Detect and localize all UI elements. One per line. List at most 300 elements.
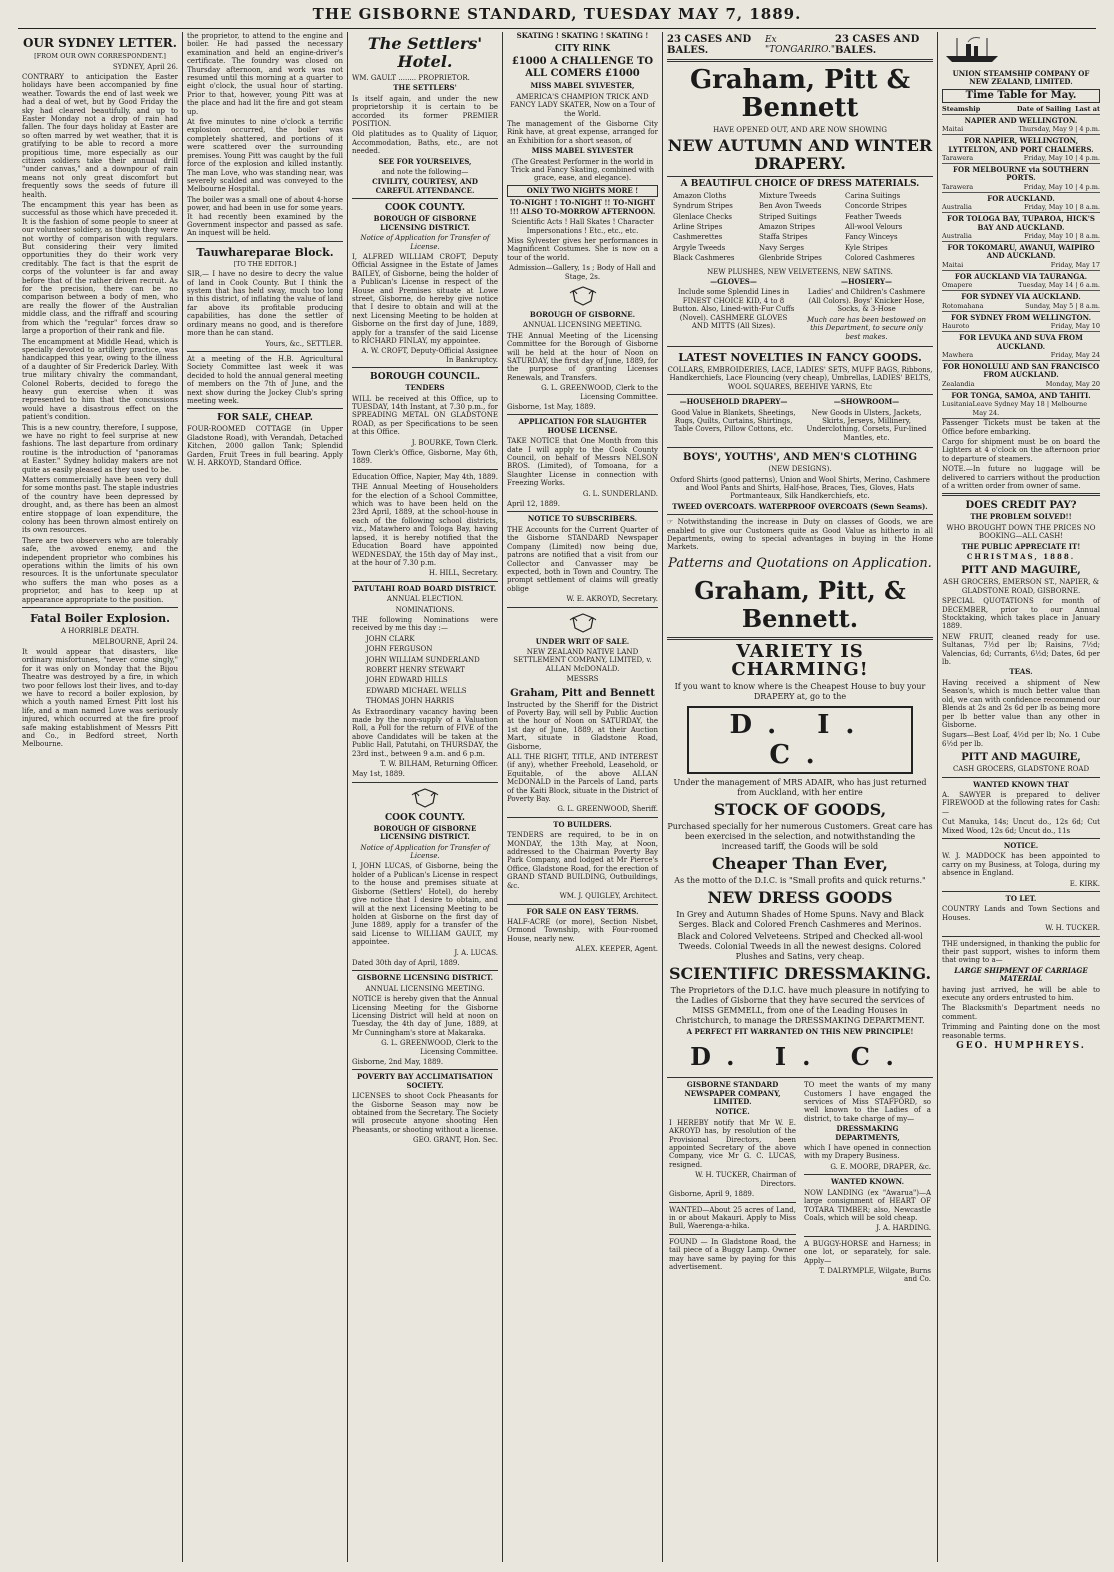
firm-title-2: Graham, Pitt, & Bennett.	[694, 575, 906, 633]
writ-text: ALL THE RIGHT, TITLE, AND INTEREST (if any), whether Freehold, Leasehold, or Equitable, of the above ALLAN McDONALD in the Parcels of Land, parts of the Kaiti Block, situate in the District of Poverty Bay.	[507, 753, 658, 804]
divider	[352, 581, 498, 582]
settlers-hotel-title: The Settlers' Hotel.	[367, 34, 483, 71]
carriage-text: having just arrived, he will be able to execute any orders entrusted to him.	[942, 985, 1100, 1003]
cook-county-2-subtitle: BOROUGH OF GISBORNE LICENSING DISTRICT.	[373, 823, 477, 842]
page-columns	[18, 32, 1104, 1562]
cook-county-signature: A. W. CROFT, Deputy-Official Assignee In Bankruptcy.	[361, 347, 498, 364]
firewood-prices: Cut Manuka, 14s; Uncut do., 12s 6d; Cut Mixed Wood, 12s 6d; Uncut do., 11s	[942, 818, 1100, 835]
divider	[352, 970, 498, 971]
cook-county-notice: Notice of Application for Transfer of License.	[360, 234, 490, 251]
sydney-letter-paragraph: The encampment this year has been as successful as those which have preceded it. It is the fashion of some people to sneer at our volunteer soldiery, as though they were not worthy of comparison with regulars. But considering their very limited opportunities they do their work very creditably. The fact is that the esprit de corps of the volunteer is far and away before that of the rather driven recruit. As for the precision, there can be no comparison between a body of men, who are really the flower of the Australian middle class, and the riffraff and scouring from which the "regular" forces draw so large a proportion of their rank and file.	[22, 201, 178, 336]
route-destination: FOR SYDNEY FROM WELLINGTON.	[950, 312, 1092, 322]
household-showroom	[671, 398, 929, 444]
route-row	[942, 380, 1100, 390]
sawyer-text: A. SAWYER is prepared to deliver FIREWOOD at the following rates for Cash:—	[942, 790, 1100, 816]
route-ship: Omapere	[942, 281, 973, 290]
fabric-item: Concorde Stripes	[845, 202, 907, 211]
skater-name: MISS MABEL SYLVESTER,	[530, 81, 635, 91]
coat-of-arms-icon	[568, 612, 598, 634]
problem-solved: THE PROBLEM SOLVED!!	[970, 512, 1072, 522]
route-ship: Maitai	[942, 260, 964, 269]
fabric-item: Glenlace Checks	[673, 212, 732, 221]
column-1	[18, 32, 183, 1562]
tauwhareparae-subtitle: [TO THE EDITOR.]	[233, 259, 297, 268]
agricultural-society-note: At a meeting of the H.B. Agricultural Society Committee last week it was decided to hold the annual general meeting of members on the 7th of June, and the next show during the Jockey Club's spring meeting week.	[187, 354, 343, 405]
route-destination: FOR LEVUKA AND SUVA FROM AUCKLAND.	[959, 333, 1083, 351]
patutahi-nominee: JOHN WILLIAM SUNDERLAND	[366, 655, 480, 664]
sydney-letter-dateline: SYDNEY, April 26.	[112, 62, 178, 71]
fabric-item: Feather Tweeds	[845, 212, 902, 221]
patutahi-subtitle: ANNUAL ELECTION.	[386, 595, 464, 604]
divider	[942, 838, 1100, 839]
gloves-hosiery	[671, 278, 929, 343]
plushes-line: NEW PLUSHES, NEW VELVETEENS, NEW SATINS.	[707, 267, 893, 276]
route-date: Thursday, May 9 | 4 p.m.	[1018, 125, 1100, 134]
showroom-text: New Goods in Ulsters, Jackets, Skirts, Jerseys, Millinery, Underclothing, Corsets, Fur-lined Mantles, etc.	[806, 408, 927, 442]
divider	[507, 511, 658, 512]
schedule-header	[942, 105, 1100, 115]
route-ship: Rotomahana	[942, 301, 984, 310]
licensing-district-title: GISBORNE LICENSING DISTRICT.	[356, 973, 494, 983]
route-destination: FOR TOLOGA BAY, TUPAROA, HICK'S BAY AND AUCKLAND.	[947, 214, 1095, 232]
bottom-notices	[669, 1081, 931, 1286]
divider	[942, 936, 1100, 937]
settlers-hotel-see: SEE FOR YOURSELVES,	[378, 156, 472, 166]
licensing-district-date: Gisborne, 2nd May, 1889.	[352, 1058, 444, 1066]
fabric-item: Mixture Tweeds	[759, 191, 817, 200]
patutahi-text: THE following Nominations were received by me this day :—	[352, 615, 498, 633]
boiler-continued: At five minutes to nine o'clock a terrific explosion occurred, the boiler was completely shattered, and portions of it were scattered over the surrounding premises. Young Pitt was caught by the full force of the explosion and killed instantly. The man Love, who was standing near, was severely scalded and was conveyed to the Melbourne Hospital.	[187, 118, 343, 194]
found-notice: FOUND — In Gladstone Road, the tail piece of a Buggy Lamp. Owner may have same by paying for this advertisement.	[669, 1237, 796, 1271]
fabric-item: Syndrum Stripes	[673, 202, 733, 211]
licensing-district-subtitle: ANNUAL LICENSING MEETING.	[365, 984, 485, 993]
divider	[667, 176, 933, 177]
easy-terms-text: HALF-ACRE (or more), Section Nisbet, Ormond Township, with Four-roomed House, nearly new.	[507, 917, 658, 943]
tauwhareparae-signature: Yours, &c., SETTLER.	[265, 339, 343, 348]
divider	[667, 59, 933, 62]
route-row	[942, 183, 1100, 193]
subscribers-title: NOTICE TO SUBSCRIBERS.	[527, 514, 638, 524]
divider	[667, 394, 933, 395]
patutahi-nominee: EDWARD MICHAEL WELLS	[366, 686, 467, 695]
carriage-intro: THE undersigned, in thanking the public for their past support, wishes to inform them that owing to a—	[942, 939, 1100, 965]
boiler-subtitle: A HORRIBLE DEATH.	[61, 627, 139, 636]
stock-of-goods: STOCK OF GOODS,	[713, 799, 887, 819]
notice-heading: NOTICE.	[1003, 840, 1039, 850]
settlers-hotel-subtitle: THE SETTLERS'	[393, 83, 457, 93]
duty-notice	[667, 518, 933, 552]
booking-line: WHO BROUGHT DOWN THE PRICES NO BOOKING—ALL CASH!	[946, 523, 1096, 541]
fabric-item: Argyle Tweeds	[673, 243, 726, 252]
boiler-continued: The boiler was a small one of about 4-horse power, and had been in use for some years. It had recently been examined by the Government inspector and passed as safe. An inquest will be held.	[187, 195, 343, 238]
divider	[942, 777, 1100, 778]
dic-motto: As the motto of the D.I.C. is "Small profits and quick returns."	[674, 875, 926, 885]
route-destination: FOR SYDNEY VIA AUCKLAND.	[961, 292, 1081, 302]
wanted-known-2: WANTED KNOWN THAT	[973, 779, 1069, 789]
patutahi-nominee: ROBERT HENRY STEWART	[366, 665, 465, 674]
new-fruit: NEW FRUIT, cleaned ready for use. Sultanas, 7½d per lb; Raisins, 7½d; Valencias, 6d; Currants, 6½d; Dates, 6d per lb.	[942, 632, 1100, 667]
builders-text: TENDERS are required, to be in on MONDAY, the 13th May, at Noon, addressed to the Chairman Poverty Bay Park Company, and lodged at Mr Pierce's Office, Gladstone Road, for the erection of GRAND STAND BUILDING, Outbuildings, &c.	[507, 831, 658, 890]
route-destination: FOR AUCKLAND.	[987, 193, 1055, 203]
showroom-heading: —SHOWROOM—	[833, 397, 900, 407]
teas-heading: TEAS.	[1009, 667, 1033, 677]
writ-firm: Graham, Pitt and Bennett	[510, 687, 655, 699]
fabric-item: Staffa Stripes	[759, 233, 808, 242]
borough-council-title: BOROUGH COUNCIL.	[369, 372, 481, 383]
cook-county-2-title: COOK COUNTY.	[385, 812, 465, 823]
route-ship: Australia	[942, 232, 972, 241]
builders-title: TO BUILDERS.	[553, 819, 612, 829]
borough-text: THE Annual Meeting of the Licensing Committee for the Borough of Gisborne will be held at the hour of Noon on SATURDAY, the first day of June, 1889, for the purpose of granting Licenses Renewals, and Transfers.	[507, 331, 658, 382]
route-date: Friday, May 10 | 4 p.m.	[1023, 154, 1100, 163]
gloves-heading: —GLOVES—	[710, 277, 757, 287]
skating-admission: Admission—Gallery, 1s ; Body of Hall and Stage, 2s.	[509, 264, 656, 281]
oxford-shirts: Oxford Shirts (good patterns), Union and Wool Shirts, Merino, Cashmere and Wool Pants and Shirts, Half-hose, Braces, Ties, Gloves, Hats Portmanteaux, Silk Handkerchiefs, etc.	[670, 475, 930, 501]
borough-council-text: WILL be received at this Office, up to TUESDAY, 14th Instant, at 7.30 p.m., for SPREADING METAL ON GLADSTONE ROAD, as per Specifications to be seen at this Office.	[352, 394, 498, 437]
route-date: Leave Sydney May 18 | Melbourne May 24.	[972, 400, 1088, 418]
patutahi-nominee: THOMAS JOHN HARRIS	[366, 697, 455, 706]
dressmaking-dept: DRESSMAKING DEPARTMENTS,	[835, 1124, 900, 1142]
divider	[667, 637, 933, 640]
writ-title: UNDER WRIT OF SALE.	[535, 636, 630, 646]
hosiery-heading: —HOSIERY—	[841, 277, 892, 287]
route-date: Friday, May 10 | 8 a.m.	[1024, 203, 1100, 212]
route-row	[942, 261, 1100, 271]
route-row	[942, 400, 1100, 419]
patutahi-nominee: JOHN EDWARD HILLS	[366, 676, 448, 685]
to-let-heading: TO LET.	[1005, 894, 1037, 903]
cook-county-2-signature: J. A. LUCAS.	[454, 948, 498, 957]
borough-date: Gisborne, 1st May, 1889.	[507, 403, 596, 411]
fabric-item: Glenbride Stripes	[759, 254, 822, 263]
licensing-district-text: NOTICE is hereby given that the Annual Licensing Meeting for the Gisborne Licensing District will held at noon on Tuesday, the 4th day of June, 1889, at Mr Cunningham's store at Makaraka.	[352, 995, 498, 1037]
cook-county-text: I, ALFRED WILLIAM CROFT, Deputy Official Assignee in the Estate of James BAILEY, of Gisborne, being the holder of a Publican's License in respect of the House and Premises situate at Lowe street, Gisborne, do hereby give notice that I desire to obtain and will at the next Licensing Meeting to be holden at Gisborne on the first day of June, 1889, apply for a transfer of the said License to RICHARD FINLAY, my appointee.	[352, 252, 498, 345]
latest-novelties: LATEST NOVELTIES IN FANCY GOODS.	[678, 350, 922, 364]
builders-signature: WM. J. QUIGLEY, Architect.	[559, 892, 658, 901]
standard-signature: W. H. TUCKER, Chairman of Directors.	[695, 1171, 796, 1188]
perfect-fit: A PERFECT FIT WARRANTED ON THIS NEW PRINCIPLE!	[686, 1026, 914, 1036]
tauwhareparae-title: Tauwhareparae Block.	[196, 245, 334, 259]
humphreys-signature: GEO. HUMPHREYS.	[956, 1041, 1086, 1052]
route-date: Friday, May 10 | 4 p.m.	[1023, 182, 1100, 191]
maddock-signature: E. KIRK.	[1069, 879, 1100, 888]
column-6	[938, 32, 1104, 1562]
dress-materials-heading: A BEAUTIFUL CHOICE OF DRESS MATERIALS.	[680, 179, 920, 190]
to-let-text: COUNTRY Lands and Town Sections and Houses.	[942, 905, 1100, 922]
cases-left: 23 CASES AND BALES.	[667, 34, 752, 56]
sydney-letter-paragraph: This is a new country, therefore, I suppose, we have no right to feel surprise at new fashions. The last departure from ordinary routine is the introduction of "panoramas at Easter." Sydney holiday makers are not quite as easily pleased as they used to be.	[22, 423, 178, 474]
boiler-text: It would appear that disasters, like ordinary misfortunes, "never come singly," for it was only on Monday that the Bijou Theatre was destroyed by a fire, in which two poor fellows lost their lives, and to-day we have to record a boiler explosion, by which a youth named Ernest Pitt lost his life, and a man named Love was seriously injured, which occurred at the fire proof safe making establishment of Messrs Pitt and Co., in Bedford street, North Melbourne.	[22, 647, 178, 749]
sydney-letter-paragraph: Matters commercially have been very dull for some months past. The staple industries of the country have been depressed by drought, and, as there has been an almost entire stoppage of loan expenditure, the colony has been thrown almost entirely on its own resources.	[22, 476, 178, 535]
cases-right: 23 CASES AND BALES.	[835, 34, 920, 56]
borough-subtitle: ANNUAL LICENSING MEETING.	[523, 321, 642, 330]
schedule-header-cell: Steamship	[942, 104, 981, 113]
hosiery-text: Ladies' and Children's Cashmere (All Colors). Boys' Knicker Hose, Socks, & 3-Hose	[807, 288, 926, 314]
divider	[187, 351, 343, 352]
divider	[667, 1077, 933, 1078]
tweed-overcoats: TWEED OVERCOATS. WATERPROOF OVERCOATS (Sewn Seams).	[672, 501, 928, 511]
divider	[942, 493, 1100, 496]
route-date: Monday, May 20	[1045, 379, 1100, 388]
dress-goods-text-2: Black and Colored Velveteens. Striped and Checked all-wool Tweeds. Colonial Tweeds in all the newest designs. Colored Plushes and Satins, very cheap.	[677, 931, 923, 961]
acclimatisation-signature: GEO. GRANT, Hon. Sec.	[413, 1136, 498, 1145]
divider	[667, 447, 933, 448]
route-ship: Zealandia	[942, 379, 975, 388]
fabric-item: Fancy Winceys	[845, 233, 898, 242]
column-4	[503, 32, 663, 1562]
maddock-text: W. J. MADDOCK has been appointed to carry on my Business, at Tologa, during my absence in England.	[942, 852, 1100, 878]
fabric-item: Carina Suitings	[845, 191, 901, 200]
settlers-hotel-note: and note the following—	[381, 168, 469, 177]
route-row	[942, 351, 1100, 361]
divider	[507, 817, 658, 818]
now-landing: NOW LANDING (ex "Awarua")—A large consignment of HEART OF TOTARA TIMBER; also, Newcastle Coals, which will be sold cheap.	[804, 1188, 931, 1222]
skating-prize: £1000 A CHALLENGE TO ALL COMERS £1000	[511, 56, 654, 80]
boys-clothing: BOYS', YOUTHS', AND MEN'S CLOTHING	[682, 452, 918, 464]
divider	[187, 241, 343, 242]
cook-county-title: COOK COUNTY.	[385, 203, 465, 214]
settlers-hotel-text: Old platitudes as to Quality of Liquor, Accommodation, Baths, etc., are not needed.	[352, 130, 498, 156]
dress-goods-text: In Grey and Autumn Shades of Home Spuns. Navy and Black Serges. Black and Colored French Cashmeres and Merinos.	[676, 909, 924, 929]
cheaper-than-ever: Cheaper Than Ever,	[712, 853, 888, 873]
skating-text: The management of the Gisborne City Rink have, at great expense, arranged for an Exhibition for a short season, of	[507, 120, 658, 145]
skating-acts: Scientific Acts ! Hall Skates ! Character Impersonations ! Etc., etc., etc.	[511, 218, 654, 235]
to-let-signature: W. H. TUCKER.	[1045, 924, 1100, 933]
patutahi-nominations: NOMINATIONS.	[395, 605, 455, 614]
route-date: Friday, May 24	[1050, 350, 1100, 359]
variety-title: VARIETY IS CHARMING!	[731, 640, 869, 680]
divider	[804, 1236, 931, 1237]
standard-notice: NOTICE.	[715, 1107, 750, 1117]
route-destination: FOR MELBOURNE via SOUTHERN PORTS.	[953, 165, 1089, 183]
patutahi-title: PATUTAHI ROAD BOARD DISTRICT.	[353, 583, 497, 593]
firm-opened: HAVE OPENED OUT, AND ARE NOW SHOWING	[713, 126, 887, 134]
adair-text: Under the management of MRS ADAIR, who has just returned from Auckland, with her entire	[673, 777, 927, 797]
gloves-text: Include some Splendid Lines in FINEST CHOICE KID, 4 to 8 Button. Also, Lined-with-Fur Cuffs (Novel). CASHMERE GLOVES AND MITTS (All Sizes).	[672, 288, 795, 331]
settlers-hotel-text: Is itself again, and under the new proprietorship it is certain to be accorded its former PREMIER POSITION.	[352, 94, 498, 129]
household-text: Good Value in Blankets, Sheetings, Rugs, Quilts, Curtains, Shirtings, Table Covers, Pillow Cottons, etc.	[671, 408, 796, 434]
passenger-note: Passenger Tickets must be taken at the Office before embarking.	[942, 419, 1100, 436]
special-quotations: SPECIAL QUOTATIONS for month of DECEMBER, prior to our Annual Stocktaking, which takes place in January 1889.	[942, 597, 1100, 631]
firm-title: Graham, Pitt & Bennett	[689, 65, 911, 123]
skating-heading: SKATING ! SKATING ! SKATING !	[516, 32, 649, 40]
acclimatisation-title: POVERTY BAY ACCLIMATISATION SOCIETY.	[357, 1072, 493, 1090]
household-heading: —HOUSEHOLD DRAPERY—	[679, 397, 788, 407]
collars-line: COLLARS, EMBROIDERIES, LACE, LADIES' SETS, MUFF BAGS, Ribbons, Handkerchiefs, Lace Flouncing (very cheap), Umbrellas, LADIES' BELTS, WOOL SQUARES, BEEHIVE YARNS, Etc	[667, 365, 933, 391]
route-row	[942, 125, 1100, 135]
boys-clothing-sub: (NEW DESIGNS).	[768, 465, 832, 474]
pitt-maguire: PITT AND MAGUIRE,	[961, 565, 1081, 577]
divider	[352, 469, 498, 470]
standard-text: I HEREBY notify that Mr W. E. AKROYD has, by resolution of the Provisional Directors, been appointed Secretary of the above Company, vice Mr G. C. LUCAS, resigned.	[669, 1118, 796, 1169]
divider	[942, 891, 1100, 892]
new-dress-goods: NEW DRESS GOODS	[707, 887, 893, 907]
slaughter-date: April 12, 1889.	[507, 500, 560, 509]
easy-terms-title: FOR SALE ON EASY TERMS.	[526, 906, 639, 916]
moore-signature: G. E. MOORE, DRAPER, &c.	[830, 1162, 931, 1171]
public-appreciate: THE PUBLIC APPRECIATE IT!	[961, 541, 1081, 551]
sugars-text: Sugars—Best Loaf, 4½d per lb; No. 1 Cube 6½d per lb.	[942, 731, 1100, 748]
route-date: Friday, May 10	[1050, 322, 1100, 331]
sale-cheap-text: FOUR-ROOMED COTTAGE (in Upper Gladstone Road), with Verandah, Detached Kitchen, 2000 gallon Tank; Splendid Garden, Fruit Trees in full bearing. Apply W. H. ARKOYD, Standard Office.	[187, 425, 343, 467]
teas-text: Having received a shipment of New Season's, which is much better value than old, we can with confidence recommend our Blends at 2s and 2s 6d per lb as being more per lb better value than any other in Gisborne.	[942, 678, 1100, 729]
education-text: THE Annual Meeting of Householders for the election of a School Committee, which was to have been held on the 23rd April, 1889, at the school-house in each of the following school districts, viz., Matawhero and Tologa Bay, having lapsed, it is hereby notified that the Education Board have appointed WEDNESDAY, the 15th day of May inst., at the hour of 7.30 p.m.	[352, 483, 498, 567]
schedule-header-cell: Date of Sailing	[1016, 104, 1072, 113]
writ-text: Instructed by the Sheriff for the District of Poverty Bay, will sell by Public Auction at the hour of Noon on SATURDAY, the 1st day of June, 1889, at their Auction Mart, situate in Gladstone Road, Gisborne,	[507, 700, 658, 751]
pitt-maguire-2: PITT AND MAGUIRE,	[961, 752, 1081, 764]
education-header: Education Office, Napier, May 4th, 1889.	[352, 472, 498, 481]
dressmaking-notice-2: which I have opened in connection with my Drapery Business.	[804, 1144, 931, 1161]
fabric-item: Cashmerettes	[673, 233, 723, 242]
divider	[667, 514, 933, 515]
tonight-banner: TO-NIGHT ! TO-NIGHT !! TO-NIGHT !!! ALSO TO-MORROW AFTERNOON.	[509, 198, 656, 216]
scientific-text: The Proprietors of the D.I.C. have much pleasure in notifying to the Ladies of Gisborne that they have secured the services of MISS GEMMELL, from one of the Leading Houses in Christchurch, to manage the DRESSMAKING DEPARTMENT.	[670, 985, 930, 1025]
patutahi-nominee: JOHN FERGUSON	[366, 645, 433, 654]
usco-title: UNION STEAMSHIP COMPANY OF NEW ZEALAND, LIMITED.	[952, 69, 1090, 87]
grocers-address: ASH GROCERS, EMERSON ST., NAPIER, & GLADSTONE ROAD, GISBORNE.	[943, 578, 1099, 595]
credit-title: DOES CREDIT PAY?	[965, 500, 1077, 512]
fabric-item: Navy Serges	[759, 243, 804, 252]
route-date: Friday, May 10 | 8 a.m.	[1024, 232, 1100, 241]
cook-county-2-notice: Notice of Application for Transfer of License.	[360, 843, 490, 861]
borough-signature: G. L. GREENWOOD, Clerk to the Licensing Committee.	[541, 384, 658, 401]
coat-of-arms-icon	[410, 787, 440, 809]
fabric-item: All-wool Velours	[845, 223, 903, 232]
blacksmith-text: The Blacksmith's Department needs no comment.	[942, 1004, 1100, 1021]
dic-logo: D. I. C.	[687, 706, 913, 774]
slaughter-text: TAKE NOTICE that One Month from this date I will apply to the Cook County Council, on behalf of Messrs NELSON BROS. (Limited), of Tomoana, for a Slaughter License in connection with Freezing Works.	[507, 437, 658, 488]
patutahi-signature: T. W. BILHAM, Returning Officer.	[380, 760, 498, 769]
skater-name-2: MISS MABEL SYLVESTER	[531, 146, 634, 156]
divider	[669, 1234, 796, 1235]
coat-of-arms-icon	[568, 285, 598, 307]
boiler-dateline: MELBOURNE, April 24.	[92, 637, 178, 646]
boiler-continued: the proprietor, to attend to the engine and boiler. He had passed the necessary examination and held an engine-driver's certificate. The foundry was closed on Thursday afternoon, and work was not resumed until this morning at a quarter to eight o'clock, the usual hour of starting. Prior to that, however, young Pitt was at the place and had lit the fire and got steam up.	[187, 32, 343, 116]
cargo-note: Cargo for shipment must be on board the Lighters at 4 o'clock on the afternoon prior to departure of steamers.	[942, 437, 1100, 463]
divider	[352, 367, 498, 368]
route-ship: Lusitania	[942, 400, 973, 409]
only-two-nights: ONLY TWO NIGHTS MORE !	[507, 185, 658, 197]
fabric-item: Kyle Stripes	[845, 243, 888, 252]
route-row	[942, 154, 1100, 164]
route-row	[942, 232, 1100, 242]
duty-notice-text: Notwithstanding the increase in Duty on classes of Goods, we are enabled to give our Customers quite as Good Value as hitherto in all Departments, owing to special advantages in buying in the Home Markets.	[667, 518, 933, 552]
route-row	[942, 281, 1100, 291]
subscribers-signature: W. E. AKROYD, Secretary.	[566, 595, 658, 604]
timetable-title: Time Table for May.	[942, 89, 1100, 103]
cook-county-2-date: Dated 30th day of April, 1889.	[352, 958, 460, 967]
landing-signature: J. A. HARDING.	[876, 1224, 931, 1233]
divider	[667, 346, 933, 347]
route-date: Tuesday, May 14 | 6 a.m.	[1018, 281, 1100, 290]
purchased-text: Purchased specially for her numerous Customers. Great care has been exercised in the selection, and notwithstanding the increased tariff, the Goods will be sold	[667, 821, 933, 851]
route-ship: Tarawera	[942, 154, 974, 163]
divider	[804, 1174, 931, 1175]
divider	[669, 1202, 796, 1203]
patterns-line: Patterns and Quotations on Application.	[668, 555, 932, 571]
divider	[352, 198, 498, 199]
education-signature: H. HILL, Secretary.	[428, 569, 498, 578]
route-ship: Hauroto	[942, 322, 970, 331]
fabric-item: Arline Stripes	[673, 223, 723, 232]
route-row	[942, 322, 1100, 332]
fabrics-list	[673, 192, 927, 265]
fabric-item: Colored Cashmeres	[845, 254, 915, 263]
route-destination: FOR TONGA, SAMOA, AND TAHITI.	[951, 390, 1091, 400]
route-date: Sunday, May 5 | 8 a.m.	[1025, 301, 1100, 310]
settlers-hotel-civility: CIVILITY, COURTESY, AND CAREFUL ATTENDANCE.	[372, 177, 478, 195]
steamship-icon	[942, 34, 1002, 64]
sydney-letter-paragraph: There are two observers who are tolerably safe, the avowed enemy, and the independent proprietor who combines his operations within the limits of his own resources. It is the unfortunate speculator who suffers the man who poses as a proprietor, and has to keep up at appearance appropriate to the position.	[22, 536, 178, 604]
fabric-item: Ben Avon Tweeds	[759, 202, 822, 211]
divider	[507, 414, 658, 415]
column-3	[348, 32, 503, 1562]
sydney-letter-paragraph: CONTRARY to anticipation the Easter holidays have been accompanied by fine weather. Towards the end of last week we had a deal of wet, but by Good Friday the sky had cleared beautifully, and up to Easter Monday not a drop of rain had fallen. The four days holiday at Easter are so often marred by wet weather, that it is gratifying to be able to record a more propitious time, more especially as our citizen soldiers take their annual drill "under canvas," and a downpour of rain means not only great discomfort but frequently sows the seeds of future ill health.	[22, 72, 178, 199]
route-destination: NAPIER AND WELLINGTON.	[964, 115, 1078, 125]
route-row	[942, 203, 1100, 213]
cases-ship: Ex "TONGARIRO."	[764, 35, 836, 55]
skating-text-3: Miss Sylvester gives her performances in Magnificent Costumes. She is now on a tour of the world.	[507, 236, 658, 262]
route-ship: Maitai	[942, 125, 964, 134]
cook-county-2-text: I, JOHN LUCAS, of Gisborne, being the holder of a Publican's License in respect to the house and premises situate at Gisborne (Settlers' Hotel), do hereby give notice that I desire to obtain, and will at the next Licensing Meeting to be holden at Gisborne on the first day of June 1889, apply for a transfer of the said License to WILLIAM GAULT, my appointee.	[352, 862, 498, 947]
dressmaking-notice: TO meet the wants of my many Customers I have engaged the services of Miss STAFFORD, so well known to the Ladies of a district, to take charge of my—	[804, 1081, 931, 1123]
divider	[352, 782, 498, 783]
variety-text: If you want to know where is the Cheapest House to buy your DRAPERY at, go to the	[674, 681, 926, 701]
standard-date: Gisborne, April 9, 1889.	[669, 1190, 755, 1199]
divider	[22, 607, 178, 608]
borough-council-date: Town Clerk's Office, Gisborne, May 6th, 1889.	[352, 449, 498, 466]
carriage-heading: LARGE SHIPMENT OF CARRIAGE MATERIAL	[954, 965, 1088, 984]
licensing-district-signature: G. L. GREENWOOD, Clerk to the Licensing Committee.	[381, 1039, 498, 1056]
borough-council-signature: J. BOURKE, Town Clerk.	[411, 438, 498, 447]
scientific-dressmaking: SCIENTIFIC DRESSMAKING.	[668, 963, 932, 983]
skating-text-2: (The Greatest Performer in the world in Trick and Fancy Skating, combined with grace, ease, and elegance).	[510, 157, 655, 183]
fabric-item: Striped Suitings	[759, 212, 817, 221]
route-destination: FOR AUCKLAND VIA TAURANGA.	[954, 271, 1088, 281]
route-row	[942, 302, 1100, 312]
route-date: Friday, May 17	[1050, 260, 1100, 269]
column-5	[663, 32, 938, 1562]
route-ship: Tarawera	[942, 182, 974, 191]
buggy-notice: A BUGGY-HORSE and Harness; in one lot, or separately, for sale. Apply—	[804, 1239, 931, 1265]
schedule-header-cell: Last at	[1075, 104, 1100, 113]
luggage-note: NOTE.—In future no luggage will be delivered to carriers without the production of a written order from owner of same.	[942, 465, 1100, 490]
cook-county-subtitle: BOROUGH OF GISBORNE LICENSING DISTRICT.	[373, 214, 477, 232]
borough-council-subtitle: TENDERS	[405, 383, 445, 393]
borough-title: BOROUGH OF GISBORNE.	[529, 309, 636, 319]
writ-messrs: MESSRS	[566, 675, 599, 684]
sale-cheap-heading: FOR SALE, CHEAP.	[217, 413, 313, 424]
slaughter-title: APPLICATION FOR SLAUGHTER HOUSE LICENSE.	[518, 417, 647, 435]
writ-subtitle: NEW ZEALAND NATIVE LAND SETTLEMENT COMPANY, LIMITED, v. ALLAN McDONALD.	[513, 647, 652, 673]
patutahi-text: As Extraordinary vacancy having been made by the non-supply of a Valuation Roll, a Poll for the return of FIVE of the above Candidates will be taken at the Public Hall, Patutahi, on THURSDAY, the 23rd inst., between 9 a.m. and 6 p.m.	[352, 707, 498, 758]
settlers-hotel-proprietor: WM. GAULT ........ PROPRIETOR.	[352, 74, 470, 82]
route-destination: FOR NAPIER, WELLINGTON, LYTTELTON, AND PORT CHALMERS.	[948, 136, 1094, 154]
pointing-hand-icon: ☞	[667, 518, 678, 527]
divider	[352, 1069, 498, 1070]
divider	[507, 904, 658, 905]
easy-terms-signature: ALEX. KEEPER, Agent.	[575, 945, 658, 954]
wanted-land: WANTED—About 25 acres of Land, in or about Makauri. Apply to Miss Bull, Waerenga-a-hika.	[669, 1205, 796, 1231]
wanted-known: WANTED KNOWN.	[830, 1177, 905, 1187]
subscribers-text: THE Accounts for the Current Quarter of the Gisborne STANDARD Newspaper Company (Limited) now being due, patrons are notified that a visit from our Collector and Canvasser may be expected, both in Town and Country. The prompt settlement of claims will greatly oblige	[507, 525, 658, 593]
masthead: THE GISBORNE STANDARD, TUESDAY MAY 7, 1889.	[312, 5, 802, 23]
fabric-item: Black Cashmeres	[673, 254, 735, 263]
boiler-title: Fatal Boiler Explosion.	[30, 612, 170, 626]
trimming-text: Trimming and Painting done on the most reasonable terms.	[942, 1023, 1100, 1040]
dic-logo-2: D. I. C.	[690, 1042, 910, 1072]
christmas-line: CHRISTMAS, 1888.	[966, 552, 1076, 561]
